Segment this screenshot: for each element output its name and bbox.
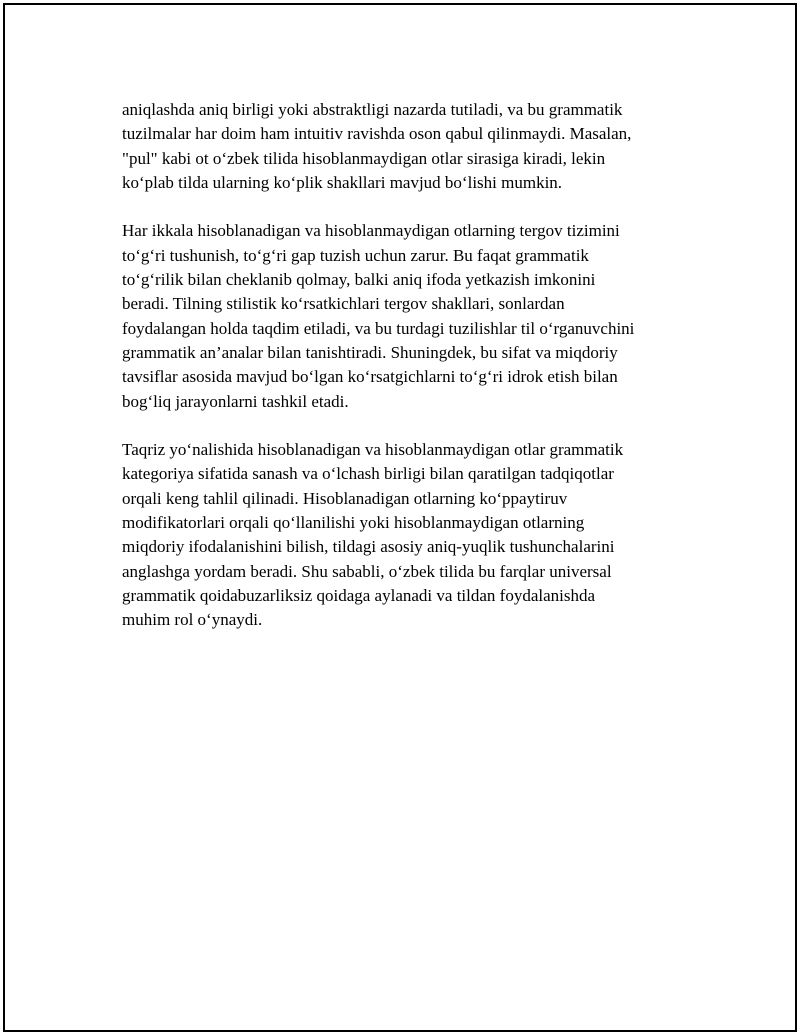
paragraph-1: aniqlashda aniq birligi yoki abstraktligi nazarda tutiladi, va bu grammatik tuzilmalar har doim ham intuitiv ravishda oson qabul qilinmaydi. Masalan, "pul" kabi ot oʻzbek tilida hisoblanmaydigan otlar sirasiga kiradi, lekin koʻplab tilda ularning koʻplik shakllari mavjud boʻlishi mumkin. bbox=[122, 100, 632, 192]
paragraph-3: Taqriz yoʻnalishida hisoblanadigan va hisoblanmaydigan otlar grammatik kategoriya sifatida sanash va oʻlchash birligi bilan qaratilgan tadqiqotlar orqali keng tahlil qilinadi. Hisoblanadigan otlarning koʻppaytiruv modifikatorlari orqali qoʻllanilishi yoki hisoblanmaydigan otlarning miqdoriy ifodalanishini bilish, tildagi asosiy aniq-yuqlik tushunchalarini anglashga yordam beradi. Shu sababli, oʻzbek tilida bu farqlar universal grammatik qoidabuzarliksiz qoidaga aylanadi va tildan foydalanishda muhim rol oʻynaydi. bbox=[122, 440, 624, 630]
paragraph-2: Har ikkala hisoblanadigan va hisoblanmaydigan otlarning tergov tizimini toʻgʻri tushunish, toʻgʻri gap tuzish uchun zarur. Bu faqat grammatik toʻgʻrilik bilan cheklanib qolmay, balki aniq ifoda yetkazish imkonini beradi. Tilning stilistik koʻrsatkichlari tergov shakllari, sonlardan foydalangan holda taqdim etiladi, va bu turdagi tuzilishlar til oʻrganuvchini grammatik an’analar bilan tanishtiradi. Shuningdek, bu sifat va miqdoriy tavsiflar asosida mavjud boʻlgan koʻrsatgichlarni toʻgʻri idrok etish bilan bogʻliq jarayonlarni tashkil etadi. bbox=[122, 221, 635, 411]
page-body bbox=[122, 98, 682, 633]
document-page bbox=[3, 3, 797, 1032]
